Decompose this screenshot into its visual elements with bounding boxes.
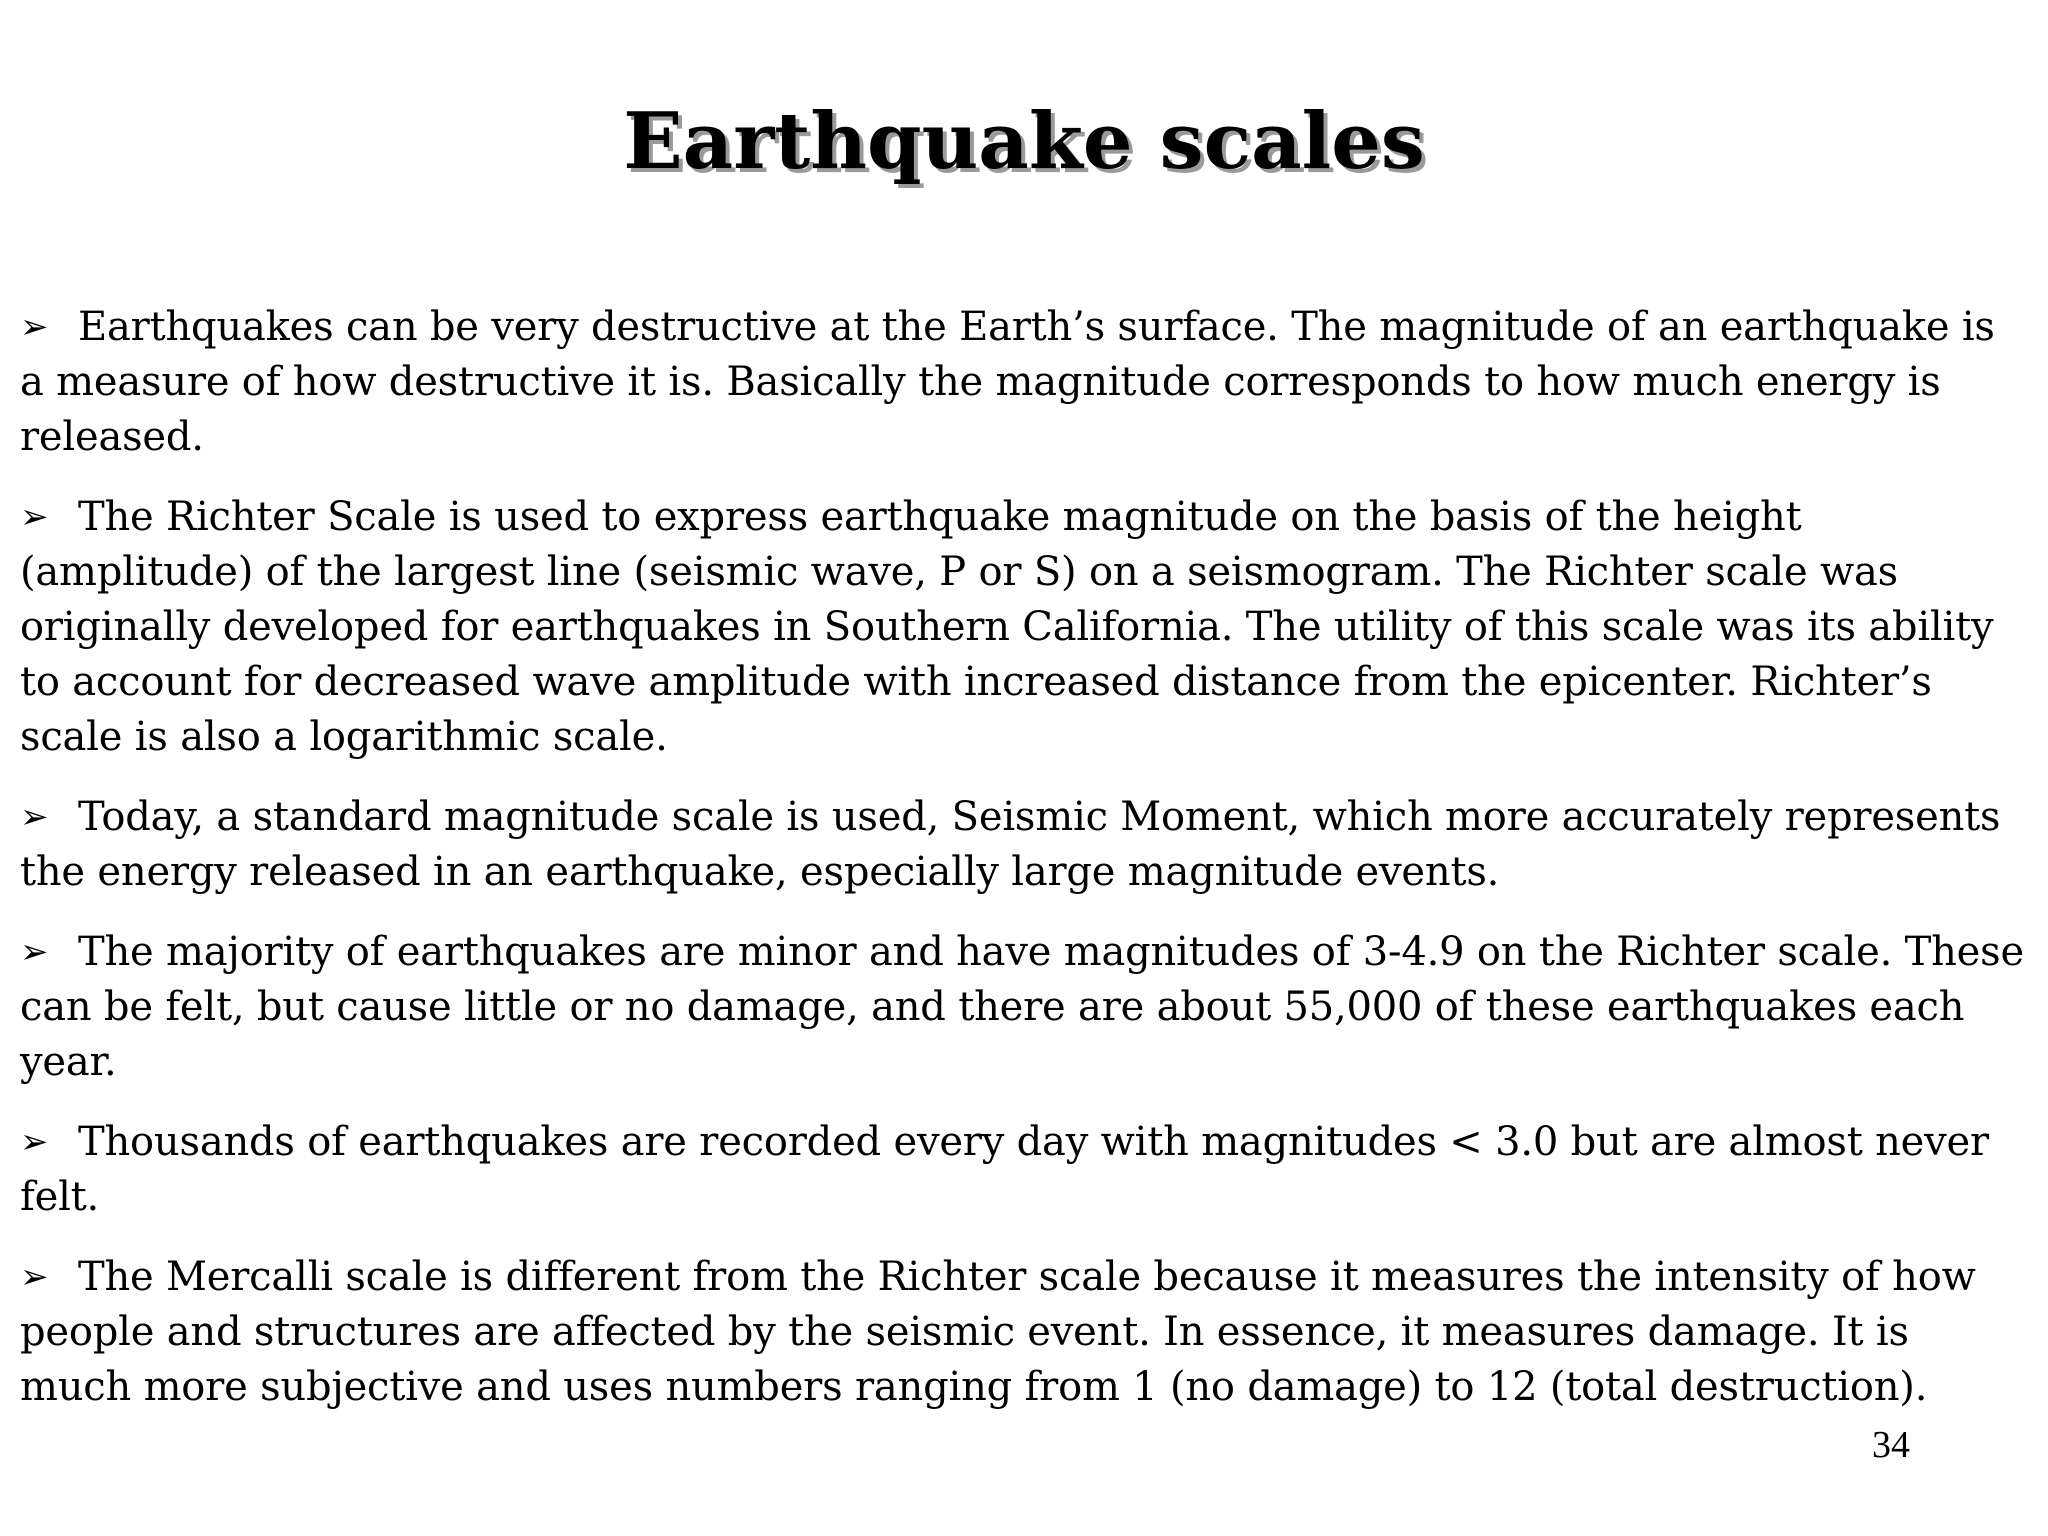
bullet-text: The majority of earthquakes are minor and have magnitudes of 3-4.9 on the Richter scale. These can be felt, but cause little or no damage, and there are about 55,000 of these earthquakes each year.	[20, 929, 2024, 1085]
slide-title: Earthquake scales	[623, 96, 1425, 187]
bullet-text: Thousands of earthquakes are recorded every day with magnitudes < 3.0 but are almost never felt.	[20, 1119, 1989, 1220]
bullet-item	[20, 1250, 2030, 1415]
arrow-bullet-icon: ➢	[20, 932, 49, 972]
bullet-item	[20, 1115, 2030, 1225]
arrow-bullet-icon: ➢	[20, 1257, 49, 1297]
bullet-item	[20, 925, 2030, 1090]
arrow-bullet-icon: ➢	[20, 797, 49, 837]
bullet-item	[20, 490, 2030, 765]
bullet-item	[20, 300, 2030, 465]
bullet-text: The Richter Scale is used to express earthquake magnitude on the basis of the height (amplitude) of the largest line (seismic wave, P or S) on a seismogram. The Richter scale was originally developed for earthquakes in Southern California. The utility of this scale was its ability to account for decreased wave amplitude with increased distance from the epicenter. Richter’s scale is also a logarithmic scale.	[20, 494, 1994, 760]
page-number: 34	[1872, 1424, 1910, 1466]
bullet-text: Earthquakes can be very destructive at the Earth’s surface. The magnitude of an earthquake is a measure of how destructive it is. Basically the magnitude corresponds to how much energy is released.	[20, 304, 1995, 460]
bullet-text: Today, a standard magnitude scale is used, Seismic Moment, which more accurately represents the energy released in an earthquake, especially large magnitude events.	[20, 794, 2001, 895]
bullet-text: The Mercalli scale is different from the Richter scale because it measures the intensity of how people and structures are affected by the seismic event. In essence, it measures damage. It is much more subjective and uses numbers ranging from 1 (no damage) to 12 (total destruction).	[20, 1254, 1976, 1410]
bullet-item	[20, 790, 2030, 900]
arrow-bullet-icon: ➢	[20, 497, 49, 537]
bullet-list	[20, 300, 2030, 1440]
arrow-bullet-icon: ➢	[20, 1122, 49, 1162]
arrow-bullet-icon: ➢	[20, 307, 49, 347]
